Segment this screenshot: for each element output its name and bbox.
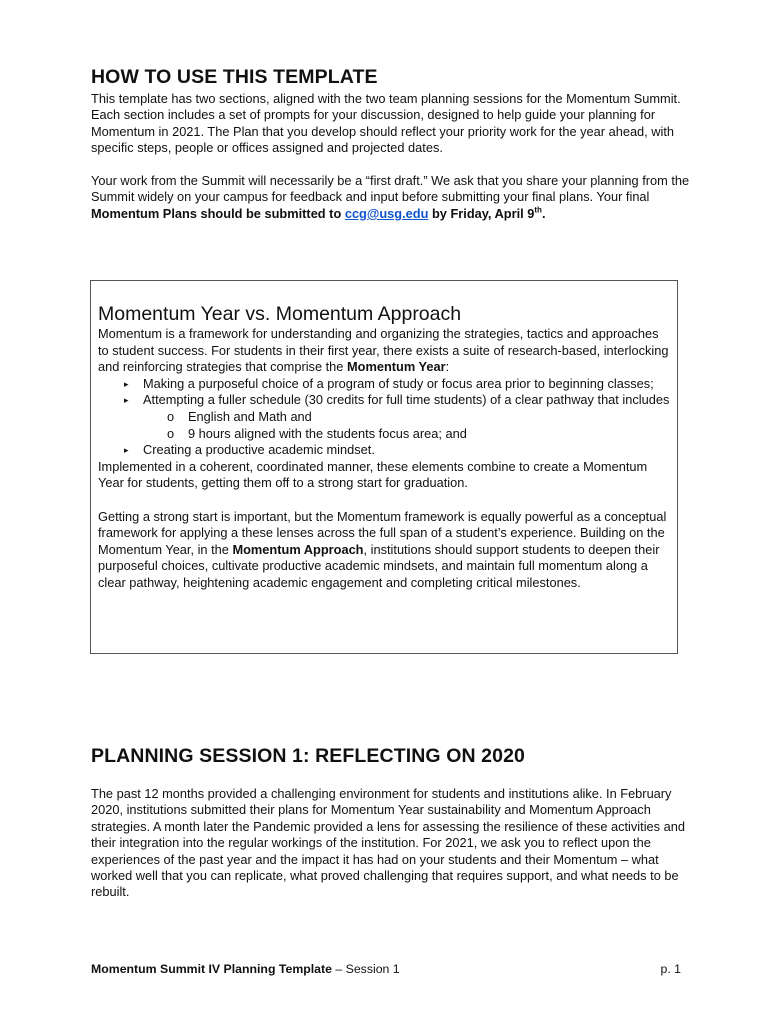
circle-bullet-icon: o (167, 425, 175, 441)
planning-paragraph: The past 12 months provided a challenging environment for students and institutions alike. In February 2020, institutions submitted their plans for Momentum Year sustainability and Momentum Approach strategies. A month later the Pandemic provided a lens for assessing the resilience of these activities and their integration into the regular workings of the institution. For 2021, we ask you to reflect upon the experiences of the past year and the impact it has had on your students and their Momentum – what worked well that you can replicate, what proved challenging that requires support, and what needs to be rebuilt. (91, 786, 685, 900)
list-item (98, 392, 670, 442)
section-heading-how-to-use: HOW TO USE THIS TEMPLATE (91, 66, 378, 88)
list-item (98, 376, 670, 393)
deadline-text: by Friday, April 9 (428, 205, 535, 221)
box-summary: Implemented in a coherent, coordinated manner, these elements combine to create a Momentum Year for students, getting them off to a strong start for graduation. (98, 458, 648, 491)
page-number: p. 1 (660, 962, 681, 976)
circle-bullet-icon: o (167, 408, 175, 424)
approach-bold: Momentum Approach (232, 541, 364, 557)
list-item (98, 442, 670, 459)
momentum-info-box (90, 280, 678, 654)
footer-title-bold: Momentum Summit IV Planning Template (91, 962, 332, 976)
submission-bold-text: Momentum Plans should be submitted to (91, 205, 345, 221)
footer-title (91, 962, 400, 976)
approach-text-end: , institutions should support students to deepen their purposeful choices, cultivate productive academic mindsets, and maintain full momentum along a clear pathway, heightening academic engagement and completing critical milestones. (98, 541, 660, 590)
submission-text: Your work from the Summit will necessarily be a “first draft.” We ask that you share your planning from the Summit widely on your campus for feedback and input before submitting your final plans. Your final (91, 173, 690, 205)
triangle-bullet-icon: ▸ (124, 395, 129, 406)
sub-list-item (143, 409, 670, 426)
planning-session-text (91, 786, 691, 901)
how-to-use-text (91, 91, 691, 222)
box-intro (98, 326, 670, 376)
deadline-superscript: th (534, 205, 542, 215)
sub-list (143, 409, 670, 442)
list-item-text: Creating a productive academic mindset. (143, 442, 375, 458)
sub-list-item (143, 426, 670, 443)
submission-paragraph (91, 173, 691, 222)
box-intro-end: : (445, 359, 450, 375)
box-intro-text: Momentum is a framework for understanding and organizing the strategies, tactics and approaches to student success. For students in their first year, there exists a suite of research-based, interlocking and reinforcing strategies that comprise the (98, 326, 669, 375)
momentum-year-list (98, 376, 670, 459)
deadline-period: . (541, 205, 546, 221)
page-footer (91, 962, 681, 976)
box-title: Momentum Year vs. Momentum Approach (98, 303, 462, 325)
list-item-text: Attempting a fuller schedule (30 credits for full time students) of a clear pathway that includes (143, 392, 670, 408)
list-item-text: Making a purposeful choice of a program of study or focus area prior to beginning classes; (143, 375, 654, 391)
triangle-bullet-icon: ▸ (124, 445, 129, 456)
section-heading-planning-session: PLANNING SESSION 1: REFLECTING ON 2020 (91, 745, 525, 767)
footer-session: – Session 1 (331, 962, 400, 976)
sub-list-item-text: 9 hours aligned with the students focus area; and (188, 425, 467, 441)
box-approach-paragraph (98, 509, 670, 592)
sub-list-item-text: English and Math and (188, 408, 312, 424)
box-intro-bold: Momentum Year (346, 359, 446, 375)
triangle-bullet-icon: ▸ (124, 378, 129, 389)
approach-text: Getting a strong start is important, but the Momentum framework is equally powerful as a conceptual framework for applying a these lenses across the full span of a student’s experience. Building on the Momentum Year, in the (98, 508, 667, 557)
email-link[interactable]: ccg@usg.edu (344, 205, 429, 221)
intro-paragraph: This template has two sections, aligned with the two team planning sessions for the Momentum Summit. Each section includes a set of prompts for your discussion, designed to help guide your planning for Momentum in 2021. The Plan that you develop should reflect your priority work for the year ahead, with specific steps, people or offices assigned and projected dates. (91, 91, 681, 156)
